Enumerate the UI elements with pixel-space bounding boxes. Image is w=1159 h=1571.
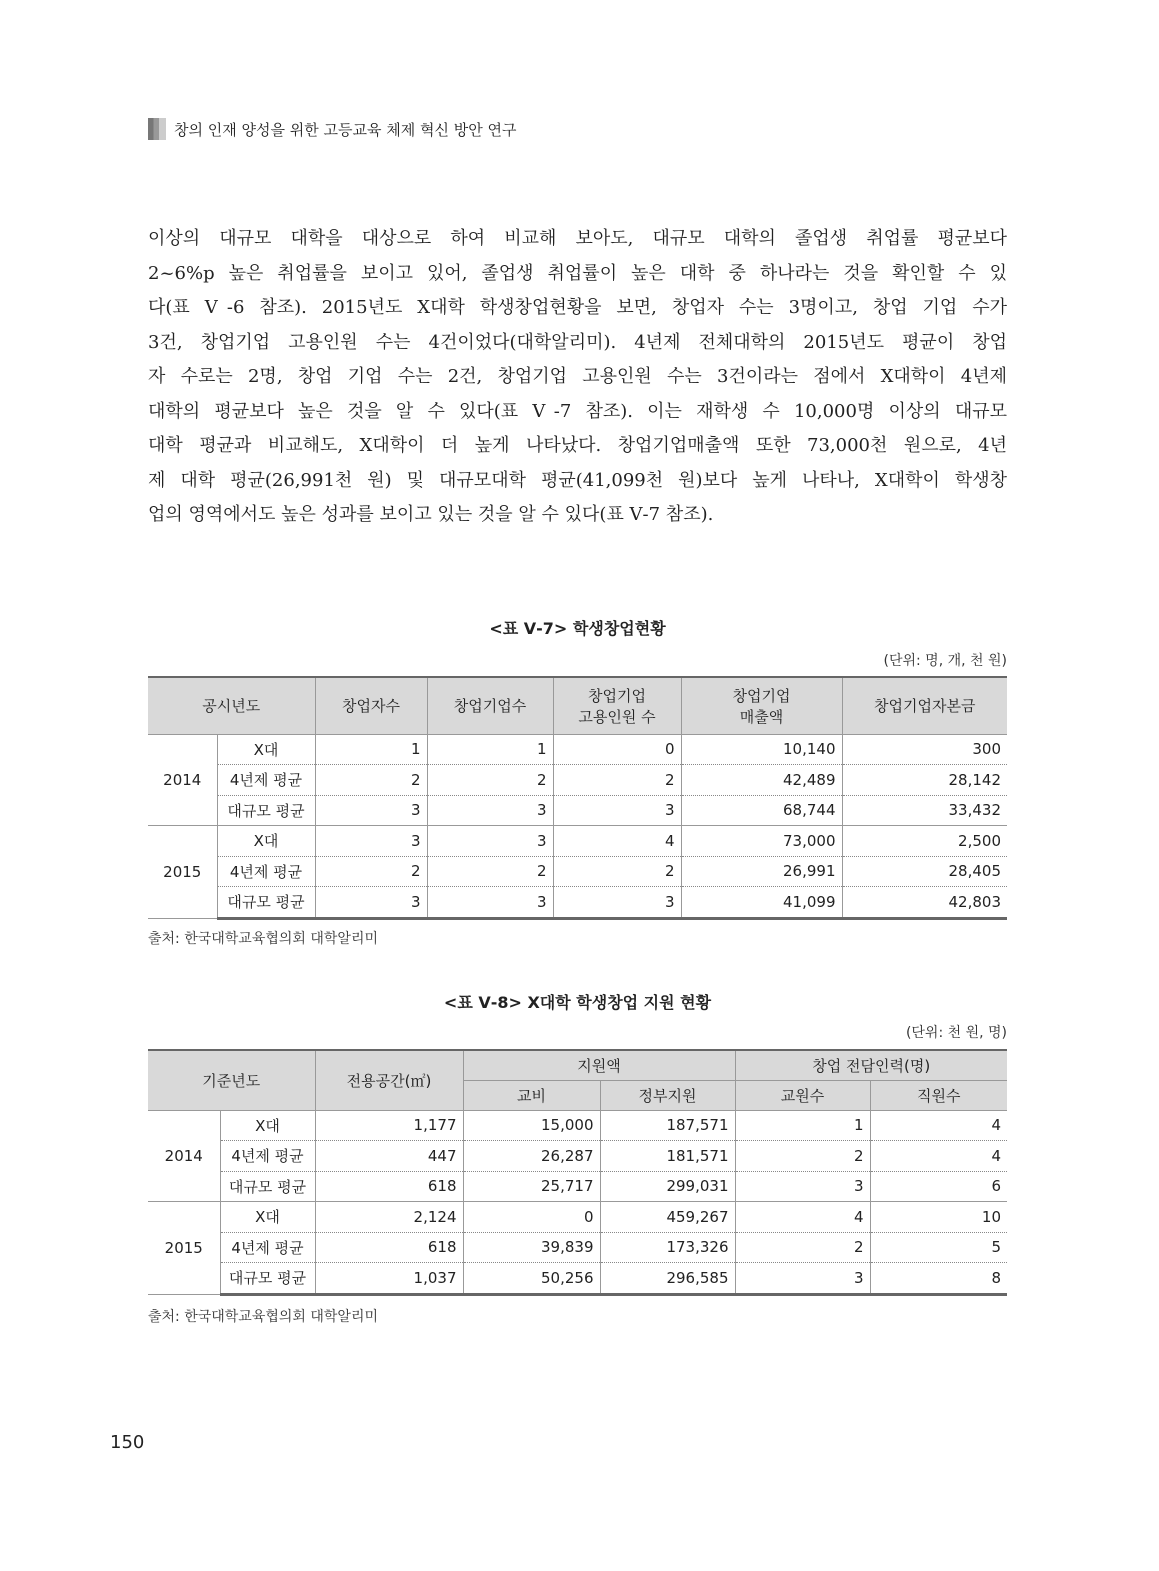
value-cell: 3: [553, 887, 681, 919]
table-startup-support: [148, 1049, 1007, 1296]
body-line: 3건, 창업기업 고용인원 수는 4건이었다(대학알리미). 4년제 전체대학의 2015년도 평균이 창업: [148, 331, 1007, 353]
body-line: 자 수로는 2명, 창업 기업 수는 2건, 창업기업 고용인원 수는 3건이라는 점에서 X대학이 4년제: [148, 366, 1007, 387]
table2-source: 출처: 한국대학교육협의회 대학알리미: [148, 1309, 379, 1325]
body-paragraph: [148, 222, 1007, 533]
value-cell: 3: [315, 887, 427, 919]
value-cell: 3: [315, 826, 427, 857]
body-line: 제 대학 평균(26,991천 원) 및 대규모대학 평균(41,099천 원)보다 높게 나타나, X대학이 학생창: [148, 469, 1007, 491]
body-line: 대학 평균과 비교해도, X대학이 더 높게 나타났다. 창업기업매출액 또한 73,000천 원으로, 4년: [148, 435, 1007, 456]
value-cell: 2: [315, 856, 427, 887]
table-row: [148, 1171, 1007, 1202]
group-cell: 대규모 평균: [220, 1171, 315, 1202]
value-cell: 28,142: [842, 765, 1007, 796]
value-cell: 39,839: [463, 1232, 600, 1263]
table1-source: 출처: 한국대학교육협의회 대학알리미: [148, 931, 379, 947]
header-bar-icon: [148, 118, 166, 140]
value-cell: 2,124: [315, 1202, 463, 1233]
year-cell: 2014: [148, 734, 217, 826]
value-cell: 4: [735, 1202, 870, 1233]
value-cell: 618: [315, 1232, 463, 1263]
value-cell: 2: [553, 856, 681, 887]
running-header: [148, 118, 516, 140]
table-row: [148, 1141, 1007, 1172]
value-cell: 1: [427, 734, 553, 765]
value-cell: 3: [315, 795, 427, 826]
value-cell: 1,177: [315, 1110, 463, 1141]
body-line: 2~6%p 높은 취업률을 보이고 있어, 졸업생 취업률이 높은 대학 중 하나라는 것을 확인할 수 있: [148, 262, 1007, 284]
value-cell: 25,717: [463, 1171, 600, 1202]
col-header: 창업기업수: [427, 677, 553, 734]
col-header: 교비: [463, 1080, 600, 1110]
value-cell: 618: [315, 1171, 463, 1202]
group-cell: 4년제 평균: [217, 765, 315, 796]
table-row: [148, 1263, 1007, 1295]
value-cell: 4: [553, 826, 681, 857]
value-cell: 4: [870, 1110, 1007, 1141]
value-cell: 3: [427, 887, 553, 919]
value-cell: 187,571: [600, 1110, 735, 1141]
value-cell: 2: [315, 765, 427, 796]
value-cell: 2: [735, 1141, 870, 1172]
table-row: [148, 1110, 1007, 1141]
col-header: 전용공간(㎡): [315, 1050, 463, 1110]
group-cell: 대규모 평균: [217, 795, 315, 826]
value-cell: 6: [870, 1171, 1007, 1202]
value-cell: 2,500: [842, 826, 1007, 857]
value-cell: 68,744: [681, 795, 842, 826]
value-cell: 296,585: [600, 1263, 735, 1295]
value-cell: 4: [870, 1141, 1007, 1172]
value-cell: 42,803: [842, 887, 1007, 919]
group-cell: 4년제 평균: [220, 1232, 315, 1263]
value-cell: 42,489: [681, 765, 842, 796]
value-cell: 10: [870, 1202, 1007, 1233]
year-cell: 2015: [148, 826, 217, 919]
value-cell: 299,031: [600, 1171, 735, 1202]
col-header: 창업자수: [315, 677, 427, 734]
table2-caption: <표 Ⅴ-8> X대학 학생창업 지원 현황: [443, 993, 712, 1012]
group-cell: X대: [217, 826, 315, 857]
table-row: [148, 795, 1007, 826]
table-row: [148, 734, 1007, 765]
value-cell: 15,000: [463, 1110, 600, 1141]
table-row: [148, 826, 1007, 857]
group-cell: X대: [220, 1110, 315, 1141]
value-cell: 447: [315, 1141, 463, 1172]
table1-caption: <표 Ⅴ-7> 학생창업현황: [489, 619, 666, 638]
col-header: 창업 전담인력(명): [735, 1050, 1007, 1080]
page-number: 150: [110, 1432, 145, 1453]
col-header: 교원수: [735, 1080, 870, 1110]
value-cell: 1,037: [315, 1263, 463, 1295]
table1-unit: (단위: 명, 개, 천 원): [883, 653, 1007, 669]
year-cell: 2015: [148, 1202, 220, 1295]
group-cell: 대규모 평균: [220, 1263, 315, 1295]
table-row: [148, 1232, 1007, 1263]
value-cell: 3: [553, 795, 681, 826]
value-cell: 173,326: [600, 1232, 735, 1263]
value-cell: 33,432: [842, 795, 1007, 826]
table-student-startups: [148, 676, 1007, 920]
body-line: 업의 영역에서도 높은 성과를 보이고 있는 것을 알 수 있다(표 Ⅴ-7 참조).: [148, 504, 714, 525]
value-cell: 2: [735, 1232, 870, 1263]
col-header: 창업기업 매출액: [681, 677, 842, 734]
col-header: 직원수: [870, 1080, 1007, 1110]
value-cell: 300: [842, 734, 1007, 765]
table-row: [148, 1202, 1007, 1233]
value-cell: 50,256: [463, 1263, 600, 1295]
body-line: 다(표 Ⅴ-6 참조). 2015년도 X대학 학생창업현황을 보면, 창업자 수는 3명이고, 창업 기업 수가: [148, 297, 1007, 318]
value-cell: 3: [427, 826, 553, 857]
running-header-title: 창의 인재 양성을 위한 고등교육 체제 혁신 방안 연구: [174, 120, 517, 139]
group-cell: 4년제 평균: [220, 1141, 315, 1172]
value-cell: 8: [870, 1263, 1007, 1295]
value-cell: 2: [427, 765, 553, 796]
col-header: 정부지원: [600, 1080, 735, 1110]
value-cell: 3: [427, 795, 553, 826]
value-cell: 3: [735, 1263, 870, 1295]
table-row: [148, 765, 1007, 796]
value-cell: 5: [870, 1232, 1007, 1263]
value-cell: 73,000: [681, 826, 842, 857]
year-cell: 2014: [148, 1110, 220, 1202]
body-line: 대학의 평균보다 높은 것을 알 수 있다(표 Ⅴ-7 참조). 이는 재학생 수 10,000명 이상의 대규모: [148, 400, 1007, 422]
group-cell: X대: [217, 734, 315, 765]
value-cell: 0: [553, 734, 681, 765]
value-cell: 10,140: [681, 734, 842, 765]
value-cell: 0: [463, 1202, 600, 1233]
col-header: 지원액: [463, 1050, 735, 1080]
value-cell: 28,405: [842, 856, 1007, 887]
value-cell: 1: [315, 734, 427, 765]
value-cell: 181,571: [600, 1141, 735, 1172]
value-cell: 41,099: [681, 887, 842, 919]
value-cell: 2: [553, 765, 681, 796]
table2-unit: (단위: 천 원, 명): [905, 1025, 1007, 1041]
value-cell: 1: [735, 1110, 870, 1141]
table-row: [148, 887, 1007, 919]
table-row: [148, 856, 1007, 887]
value-cell: 3: [735, 1171, 870, 1202]
value-cell: 26,287: [463, 1141, 600, 1172]
col-header: 창업기업자본금: [842, 677, 1007, 734]
col-header: 창업기업 고용인원 수: [553, 677, 681, 734]
col-header: 기준년도: [148, 1050, 315, 1110]
group-cell: X대: [220, 1202, 315, 1233]
value-cell: 26,991: [681, 856, 842, 887]
value-cell: 2: [427, 856, 553, 887]
body-line: 이상의 대규모 대학을 대상으로 하여 비교해 보아도, 대규모 대학의 졸업생 취업률 평균보다: [148, 228, 1007, 249]
group-cell: 대규모 평균: [217, 887, 315, 919]
value-cell: 459,267: [600, 1202, 735, 1233]
col-header: 공시년도: [148, 677, 315, 734]
group-cell: 4년제 평균: [217, 856, 315, 887]
